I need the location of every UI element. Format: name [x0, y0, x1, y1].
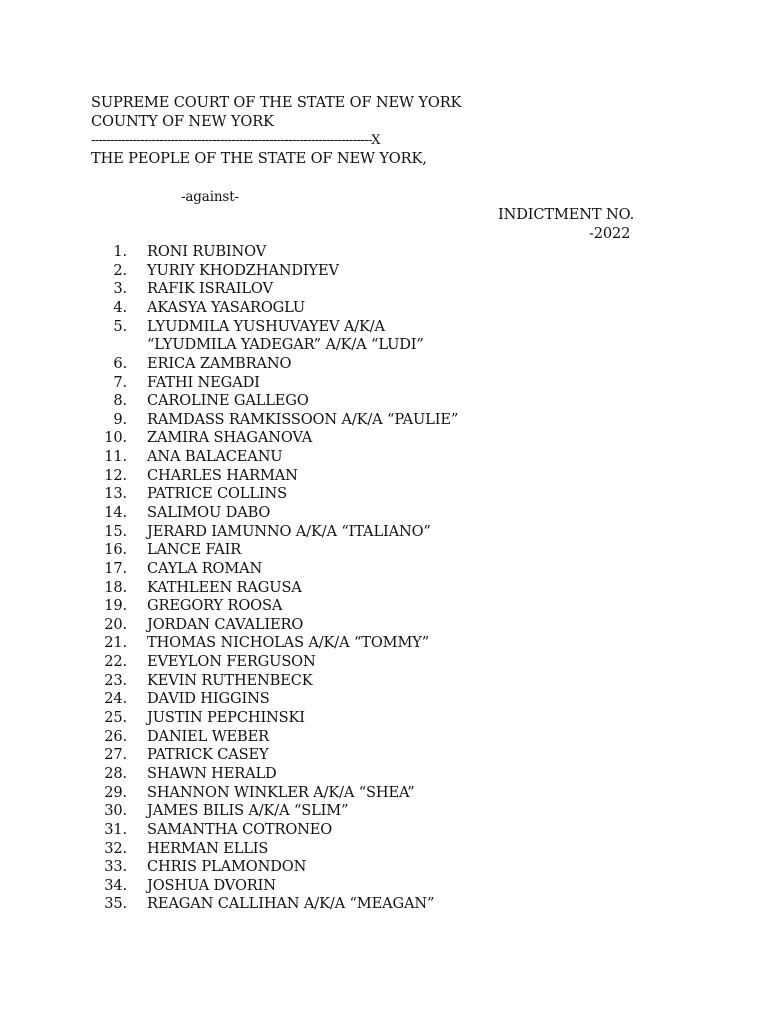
- defendant-name: EVEYLON FERGUSON: [147, 653, 316, 671]
- defendant-name: KEVIN RUTHENBECK: [147, 671, 313, 689]
- defendant-item: [100, 727, 269, 747]
- defendant-name: CAYLA ROMAN: [147, 559, 263, 577]
- defendant-number: 17.: [104, 559, 127, 577]
- defendant-number: 14.: [104, 503, 127, 521]
- defendant-item: [100, 802, 349, 821]
- defendant-item: [100, 373, 260, 393]
- court-name: SUPREME COURT OF THE STATE OF NEW YORK: [91, 94, 462, 111]
- defendant-list: [100, 243, 459, 914]
- defendant-item: [100, 541, 242, 560]
- defendant-number: 13.: [104, 485, 127, 503]
- defendant-number: 29.: [104, 783, 127, 801]
- defendant-name: RAFIK ISRAILOV: [147, 280, 273, 298]
- defendant-name: ZAMIRA SHAGANOVA: [147, 429, 313, 447]
- defendant-number: 34.: [104, 876, 127, 894]
- defendant-item: [100, 392, 309, 411]
- defendant-item: [100, 578, 302, 598]
- defendant-item: [100, 298, 306, 318]
- county-name: COUNTY OF NEW YORK: [91, 113, 274, 130]
- defendant-item: [100, 764, 277, 784]
- defendant-item: [100, 634, 430, 653]
- defendant-name: CAROLINE GALLEGO: [147, 392, 309, 410]
- defendant-name: FATHI NEGADI: [147, 373, 260, 391]
- defendant-item: [100, 448, 283, 467]
- defendant-number: 24.: [104, 690, 127, 708]
- defendant-name: JAMES BILIS A/K/A “SLIM”: [147, 802, 349, 820]
- defendant-number: 18.: [104, 578, 127, 596]
- defendant-number: 11.: [104, 448, 127, 466]
- defendant-number: 19.: [104, 597, 127, 615]
- defendant-item: [100, 820, 333, 840]
- defendant-name: CHARLES HARMAN: [147, 466, 298, 484]
- defendant-name: LANCE FAIR: [147, 541, 242, 559]
- defendant-name: RONI RUBINOV: [147, 243, 267, 260]
- defendant-number: 30.: [104, 802, 127, 820]
- defendant-item: [100, 597, 283, 616]
- defendant-name: JUSTIN PEPCHINSKI: [147, 709, 305, 727]
- defendant-name: JERARD IAMUNNO A/K/A “ITALIANO”: [147, 522, 431, 540]
- defendant-number: 23.: [104, 671, 127, 689]
- defendant-name: SAMANTHA COTRONEO: [147, 820, 333, 838]
- defendant-number: 25.: [104, 709, 127, 727]
- defendant-number: 12.: [104, 466, 127, 484]
- defendant-name: DAVID HIGGINS: [147, 690, 270, 708]
- defendant-name: ERICA ZAMBRANO: [147, 354, 292, 372]
- defendant-number: 6.: [113, 354, 127, 372]
- defendant-item: [100, 709, 305, 728]
- defendant-item: [100, 280, 273, 299]
- defendant-item: [100, 671, 313, 691]
- defendant-number: 28.: [104, 764, 127, 782]
- plaintiff-line: THE PEOPLE OF THE STATE OF NEW YORK,: [91, 150, 427, 167]
- defendant-item: [100, 354, 292, 374]
- defendant-item: [100, 746, 269, 765]
- defendant-item: [100, 653, 316, 672]
- indictment-year: -2022: [589, 225, 631, 242]
- defendant-item: [100, 783, 415, 803]
- defendant-item: [100, 261, 339, 281]
- defendant-name: REAGAN CALLIHAN A/K/A “MEAGAN”: [147, 895, 435, 913]
- defendant-name: PATRICE COLLINS: [147, 485, 287, 503]
- defendant-item: [100, 243, 267, 262]
- defendant-number: 22.: [104, 653, 127, 671]
- defendant-number: 32.: [104, 839, 127, 857]
- defendant-item: [100, 895, 435, 914]
- defendant-number: 16.: [104, 541, 127, 559]
- defendant-item: [100, 858, 307, 877]
- defendant-item: [100, 690, 270, 709]
- defendant-name: AKASYA YASAROGLU: [147, 298, 306, 316]
- defendant-name: GREGORY ROOSA: [147, 597, 283, 615]
- defendant-item: [100, 522, 431, 542]
- defendant-name: RAMDASS RAMKISSOON A/K/A “PAULIE”: [147, 410, 459, 428]
- defendant-number: 2.: [113, 261, 127, 279]
- defendant-name: JOSHUA DVORIN: [147, 876, 276, 894]
- defendant-name: ANA BALACEANU: [147, 448, 283, 466]
- defendant-number: 20.: [104, 615, 127, 633]
- defendant-alias-continued: “LYUDMILA YADEGAR” A/K/A “LUDI”: [147, 336, 424, 354]
- defendant-item: [100, 876, 276, 896]
- defendant-name: SHANNON WINKLER A/K/A “SHEA”: [147, 783, 415, 801]
- defendant-number: 8.: [113, 392, 127, 410]
- defendant-number: 33.: [104, 858, 127, 876]
- defendant-name: PATRICK CASEY: [147, 746, 269, 764]
- defendant-item: [100, 485, 287, 504]
- defendant-number: 10.: [104, 429, 127, 447]
- defendant-name: HERMAN ELLIS: [147, 839, 269, 857]
- defendant-name: KATHLEEN RAGUSA: [147, 578, 302, 596]
- defendant-name: JORDAN CAVALIERO: [147, 615, 304, 633]
- defendant-item: [100, 559, 263, 579]
- defendant-number: 35.: [104, 895, 127, 913]
- defendant-number: 21.: [104, 634, 127, 652]
- defendant-name: DANIEL WEBER: [147, 727, 269, 745]
- defendant-item: [100, 317, 424, 355]
- defendant-name: CHRIS PLAMONDON: [147, 858, 307, 876]
- defendant-name: SALIMOU DABO: [147, 503, 271, 521]
- defendant-number: 3.: [113, 280, 127, 298]
- defendant-item: [100, 466, 298, 486]
- defendant-number: 15.: [104, 522, 127, 540]
- defendant-item: [100, 429, 313, 448]
- defendant-number: 7.: [113, 373, 127, 391]
- defendant-number: 9.: [113, 410, 127, 428]
- caption-divider: --------------------------------------------------------------------------X: [91, 133, 380, 148]
- defendant-item: [100, 410, 459, 430]
- defendant-name: SHAWN HERALD: [147, 764, 277, 782]
- defendant-name: THOMAS NICHOLAS A/K/A “TOMMY”: [147, 634, 430, 652]
- defendant-number: 5.: [113, 317, 127, 335]
- defendant-item: [100, 615, 304, 635]
- defendant-number: 1.: [113, 243, 127, 260]
- defendant-number: 26.: [104, 727, 127, 745]
- defendant-item: [100, 503, 271, 523]
- defendant-number: 4.: [113, 298, 127, 316]
- defendant-name: YURIY KHODZHANDIYEV: [147, 261, 339, 279]
- against-label: -against-: [181, 189, 239, 205]
- defendant-name: LYUDMILA YUSHUVAYEV A/K/A: [147, 317, 385, 335]
- defendant-item: [100, 839, 269, 859]
- indictment-label: INDICTMENT NO.: [498, 206, 635, 223]
- defendant-number: 27.: [104, 746, 127, 764]
- defendant-number: 31.: [104, 820, 127, 838]
